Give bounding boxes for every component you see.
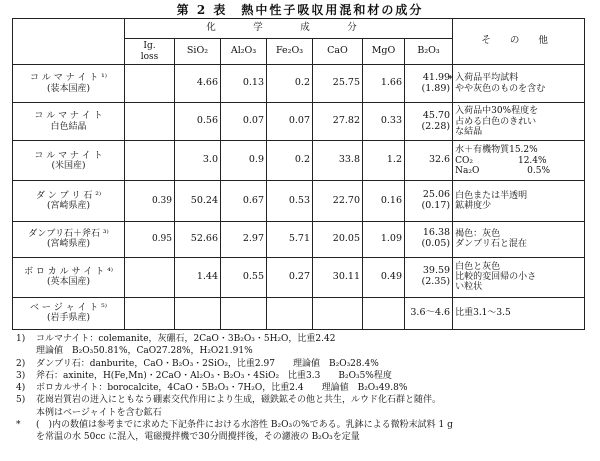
- cell-al2o3: [221, 297, 267, 329]
- cell-ig: 0.39: [125, 181, 175, 221]
- cell-name: コ ル マ ナ イ ト 白色結晶: [13, 103, 125, 141]
- cell-al2o3: 0.9: [221, 141, 267, 181]
- cell-b2o3: [405, 103, 453, 141]
- footnote-line: [16, 345, 592, 357]
- cell-ig: [125, 141, 175, 181]
- cell-mgo: 0.16: [363, 181, 405, 221]
- footnotes: [16, 333, 592, 444]
- cell-b2o3: [405, 297, 453, 329]
- cell-al2o3: 0.13: [221, 65, 267, 103]
- cell-ig: [125, 103, 175, 141]
- header-sio2: SiO₂: [175, 39, 221, 65]
- footnote-line: [16, 407, 592, 419]
- cell-cao: 22.70: [313, 181, 363, 221]
- cell-cao: 30.11: [313, 257, 363, 297]
- cell-ig: 0.95: [125, 221, 175, 257]
- cell-fe2o3: 5.71: [267, 221, 313, 257]
- cell-name: コ ル マ ナ イ ト ¹⁾ (装本国産): [13, 65, 125, 103]
- footnote-key: 3): [16, 370, 26, 381]
- cell-mgo: 0.49: [363, 257, 405, 297]
- cell-remark: 白色と灰色 比較的変回帰の小さ い粒状: [453, 257, 585, 297]
- cell-b2o3: [405, 65, 453, 103]
- b2o3-value: 32.6: [428, 154, 451, 166]
- table-title: 第 2 表 熱中性子吸収用混和材の成分: [176, 3, 424, 17]
- footnote-key: 1): [16, 334, 26, 344]
- footnote-text: ( )内の数値は参考までに求めた下記条件における水溶性 B₂O₃の%である。乳鉢による微粉末試料 1 g: [36, 420, 453, 431]
- b2o3-value: 3.6～4.6: [410, 306, 451, 318]
- cell-fe2o3: 0.2: [267, 141, 313, 181]
- cell-remark: 入荷品中30%程度を 占める白色のきれい な結晶: [453, 103, 585, 141]
- cell-mgo: [363, 297, 405, 329]
- cell-name: ダ ン ブ リ 石 ²⁾ (宮崎県産): [13, 181, 125, 221]
- cell-cao: 27.82: [313, 103, 363, 141]
- cell-mgo: 0.33: [363, 103, 405, 141]
- footnote-text: ボロカルサイト：borocalcite，4CaO・5B₂O₃・7H₂O，比重2.4 理論値 B₂O₃49.8%: [36, 383, 408, 394]
- footnote-text: 花崗岩質岩の迸入にともなう硼素交代作用により生成，磁鉄鉱その他と共生，ルウド化石群と随伴。: [36, 395, 442, 406]
- footnote-line: [16, 333, 592, 345]
- cell-fe2o3: 0.53: [267, 181, 313, 221]
- footnote-key: 2): [16, 358, 26, 369]
- cell-mgo: 1.2: [363, 141, 405, 181]
- cell-mgo: 1.66: [363, 65, 405, 103]
- table-row: [13, 257, 585, 297]
- cell-al2o3: 0.55: [221, 257, 267, 297]
- cell-sio2: [175, 297, 221, 329]
- cell-b2o3: [405, 181, 453, 221]
- footnote-line: [16, 358, 592, 370]
- footnote-text: 斧石：axinite，H(Fe,Mn)・2CaO・Al₂O₃・B₂O₃・4SiO₂ 比重3.3 B₂O₃5%程度: [36, 370, 392, 381]
- cell-fe2o3: 0.07: [267, 103, 313, 141]
- header-b2o3: B₂O₃: [405, 39, 453, 65]
- cell-remark: 入荷品平均試料 やや灰色のものを含む: [453, 65, 585, 103]
- footnote-text: 理論値 B₂O₃50.81%，CaO27.28%，H₂O21.91%: [36, 346, 253, 357]
- table-row: [13, 103, 585, 141]
- cell-fe2o3: 0.2: [267, 65, 313, 103]
- cell-al2o3: 0.67: [221, 181, 267, 221]
- asterisk-mark: *: [448, 74, 454, 86]
- footnote-text: コルマナイト：colemanite，灰硼石，2CaO・3B₂O₃・5H₂O，比重2.42: [36, 334, 336, 344]
- cell-sio2: 4.66: [175, 65, 221, 103]
- footnote-key: 5): [16, 395, 26, 406]
- table-row: [13, 141, 585, 181]
- footnote-key: *: [16, 420, 21, 431]
- cell-al2o3: 0.07: [221, 103, 267, 141]
- cell-mgo: 1.09: [363, 221, 405, 257]
- header-chemical-components: 化 学 成 分: [125, 19, 453, 39]
- footnote-text: を常温の水 50cc に混入，電磁攪拌機で30分間攪拌後，その濾液の B₂O₃を定量: [36, 432, 360, 443]
- footnote-line: [16, 370, 592, 382]
- footnote-text: ダンブリ石：danburite，CaO・B₂O₃・2SiO₂，比重2.97 理論値 B₂O₃28.4%: [36, 358, 379, 369]
- cell-fe2o3: [267, 297, 313, 329]
- corner-cell: [13, 19, 125, 65]
- cell-b2o3: [405, 141, 453, 181]
- header-other: そ の 他: [453, 19, 585, 65]
- table-row: [13, 181, 585, 221]
- table-row: [13, 297, 585, 329]
- cell-remark: 比重3.1～3.5: [453, 297, 585, 329]
- b2o3-value: 41.99 (1.89): [421, 71, 451, 94]
- header-ig-loss: Ig. loss: [125, 39, 175, 65]
- footnote-line: [16, 394, 592, 406]
- cell-remark: 水＋有機物質15.2% CO₂ 12.4% Na₂O 0.5%: [453, 141, 585, 181]
- cell-name: ボ ロ カ ル サ イ ト ⁴⁾ (英本国産): [13, 257, 125, 297]
- footnote-line: [16, 382, 592, 394]
- header-mgo: MgO: [363, 39, 405, 65]
- header-cao: CaO: [313, 39, 363, 65]
- table-row: [13, 65, 585, 103]
- b2o3-value: 39.59 (2.35): [421, 265, 451, 288]
- footnote-text: 本例はベージャイトを含む鉱石: [36, 407, 162, 418]
- footnote-line: [16, 431, 592, 443]
- cell-cao: [313, 297, 363, 329]
- cell-al2o3: 2.97: [221, 221, 267, 257]
- cell-remark: 白色または半透明 鉱耕度少: [453, 181, 585, 221]
- footnote-line: [16, 419, 592, 431]
- cell-fe2o3: 0.27: [267, 257, 313, 297]
- cell-ig: [125, 257, 175, 297]
- cell-sio2: 1.44: [175, 257, 221, 297]
- cell-cao: 20.05: [313, 221, 363, 257]
- cell-cao: 33.8: [313, 141, 363, 181]
- cell-sio2: 3.0: [175, 141, 221, 181]
- cell-b2o3: [405, 221, 453, 257]
- b2o3-value: 45.70 (2.28): [421, 109, 451, 132]
- cell-name: ベ ー ジ ャ イ ト ⁵⁾ (岩手県産): [13, 297, 125, 329]
- cell-sio2: 0.56: [175, 103, 221, 141]
- cell-name: コ ル マ ナ イ ト (米国産): [13, 141, 125, 181]
- cell-b2o3: [405, 257, 453, 297]
- header-fe2o3: Fe₂O₃: [267, 39, 313, 65]
- composition-table: [12, 18, 585, 330]
- table-row: [13, 221, 585, 257]
- cell-name: ダンブリ石＋斧石 ³⁾ (宮崎県産): [13, 221, 125, 257]
- cell-cao: 25.75: [313, 65, 363, 103]
- b2o3-value: 16.38 (0.05): [421, 227, 451, 250]
- cell-ig: [125, 65, 175, 103]
- cell-sio2: 52.66: [175, 221, 221, 257]
- footnote-key: 4): [16, 383, 26, 394]
- cell-ig: [125, 297, 175, 329]
- header-al2o3: Al₂O₃: [221, 39, 267, 65]
- cell-remark: 褐色：灰色 ダンブリ石と混在: [453, 221, 585, 257]
- cell-sio2: 50.24: [175, 181, 221, 221]
- b2o3-value: 25.06 (0.17): [421, 189, 451, 212]
